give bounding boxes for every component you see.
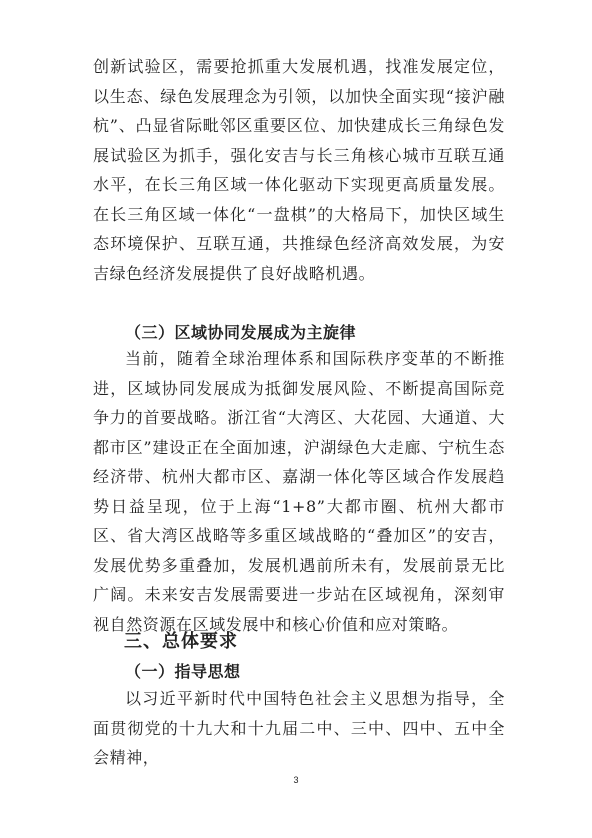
paragraph-strategic-opportunity: 创新试验区，需要抢抓重大发展机遇，找准发展定位，以生态、绿色发展理念为引领，以加快全面实现“接沪融杭”、凸显省际毗邻区重要区位、加快建成长三角绿色发展试验区为抓手，强化安吉与长三角核心城市互联互通水平，在长三角区域一体化驱动下实现更高质量发展。在长三角区域一体化“一盘棋”的大格局下，加快区域生态环境保护、互联互通，共推绿色经济高效发展，为安吉绿色经济发展提供了良好战略机遇。: [93, 57, 505, 283]
heading-guiding-ideology: （一）指导思想: [125, 662, 241, 681]
section-heading-general-requirements: 三、总体要求: [124, 631, 238, 652]
paragraph-guiding-ideology: 以习近平新时代中国特色社会主义思想为指导，全面贯彻党的十九大和十九届二中、三中、四中、五中全会精神，: [93, 689, 505, 767]
page-number: 3: [293, 775, 299, 785]
heading-regional-coordination: （三）区域协同发展成为主旋律: [125, 323, 357, 342]
paragraph-regional-coordination: 当前，随着全球治理体系和国际秩序变革的不断推进，区域协同发展成为抵御发展风险、不断提高国际竞争力的首要战略。浙江省“大湾区、大花园、大通道、大都市区”建设正在全面加速，沪湖绿色大走廊、宁杭生态经济带、杭州大都市区、嘉湖一体化等区域合作发展趋势日益呈现，位于上海“1+8”大都市圈、杭州大都市区、省大湾区战略等多重区域战略的“叠加区”的安吉，发展优势多重叠加，发展机遇前所未有，发展前景无比广阔。未来安吉发展需要进一步站在区域视角，深刻审视自然资源在区域发展中和核心价值和应对策略。: [93, 349, 505, 634]
